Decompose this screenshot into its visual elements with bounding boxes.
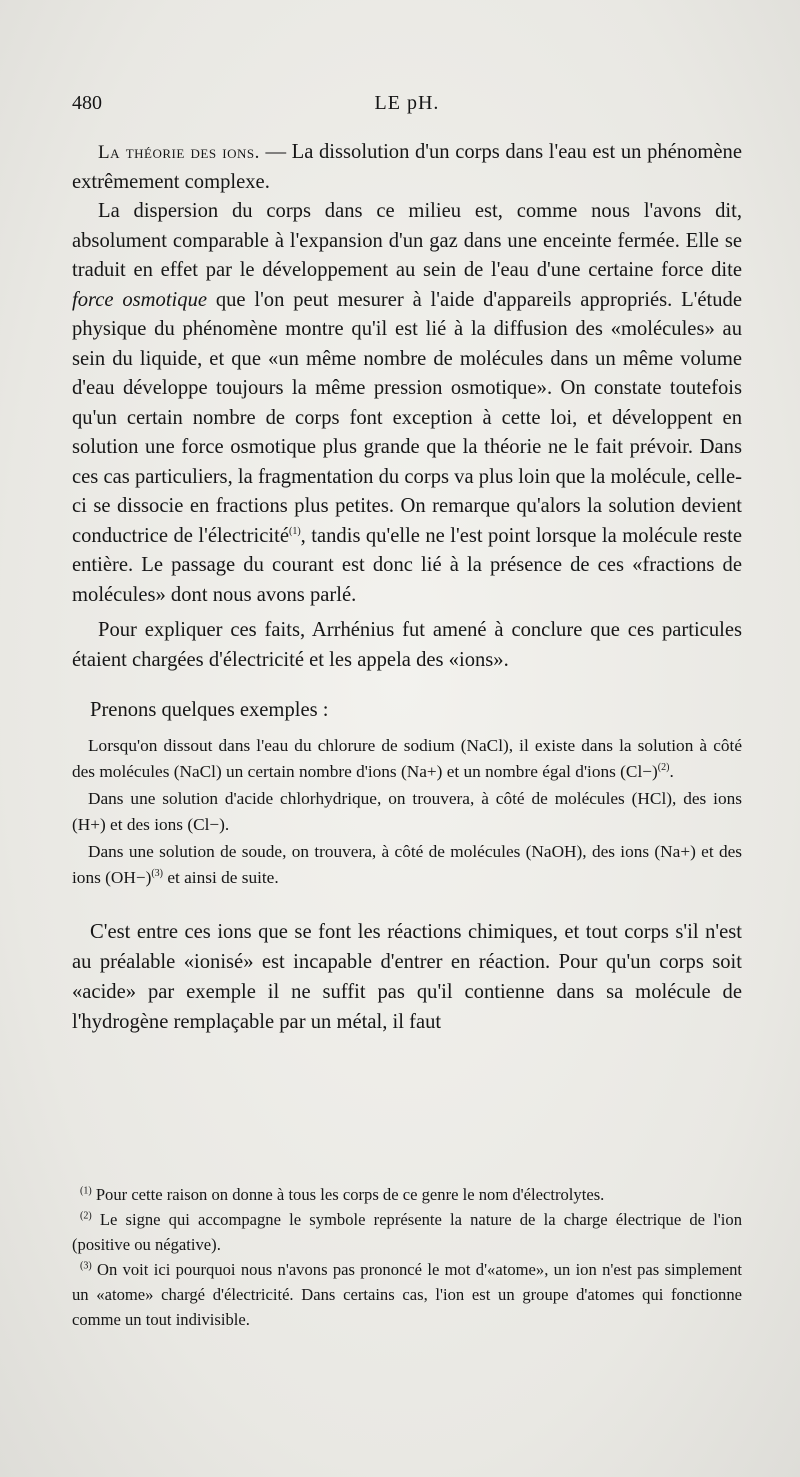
- section-heading: La théorie des ions.: [98, 142, 260, 163]
- footnote-ref: (3): [151, 868, 164, 880]
- example-naoh: [72, 839, 742, 892]
- examples-intro: Prenons quelques exemples :: [90, 699, 329, 721]
- footnote-mark: (2): [80, 1210, 92, 1222]
- example-text: Dans une solution de soude, on trouvera, à côté de molécules (NaOH), des ions (Na+) et des ions (OH−): [72, 841, 742, 888]
- example-text: Lorsqu'on dissout dans l'eau du chlorure de sodium (NaCl), il existe dans la solution à côté des molécules (NaCl) un certain nombre d'ions (Na+) et un nombre égal d'ions (Cl−): [72, 736, 742, 782]
- main-text: [72, 138, 742, 1037]
- paragraph-text: , tandis qu'elle ne l'est point lorsque la molécule reste entière. Le passage du courant est donc lié à la présence de ces «fractions de molécules» dont nous avons parlé.: [72, 524, 743, 606]
- heading-separator: —: [259, 141, 292, 163]
- page-header: [72, 92, 742, 122]
- paragraph-ions-reactions: C'est entre ces ions que se font les réactions chimiques, et tout corps s'il n'est au préalable «ionisé» est incapable d'entrer en réaction. Pour qu'un corps soit «acide» par exemple il ne suffit pas qu'il contienne dans sa molécule de l'hydrogène remplaçable par un métal, il faut: [72, 921, 742, 1034]
- example-end: .: [669, 762, 674, 782]
- footnote-ref: (1): [289, 525, 301, 537]
- footnote-mark: (3): [80, 1260, 92, 1272]
- footnote-mark: (1): [80, 1185, 92, 1197]
- footnote-1: [72, 1182, 742, 1207]
- paragraph-osmotic-force: [72, 197, 742, 610]
- example-hcl: Dans une solution d'acide chlorhydrique, on trouvera, à côté de molécules (HCl), des ions (H+) et des ions (Cl−).: [72, 788, 742, 835]
- section-intro-paragraph: [72, 138, 742, 197]
- paragraph-arrhenius: Pour expliquer ces faits, Arrhénius fut amené à conclure que ces particules étaient chargées d'électricité et les appela des «ions».: [72, 619, 742, 671]
- footnote-text: Le signe qui accompagne le symbole représente la nature de la charge électrique de l'ion (positive ou négative).: [72, 1210, 742, 1254]
- footnote-2: [72, 1207, 742, 1257]
- italic-term: force osmotique: [72, 288, 208, 311]
- example-end: et ainsi de suite.: [163, 868, 279, 888]
- paragraph-text: La dispersion du corps dans ce milieu est, comme nous l'avons dit, absolument comparable à l'expansion d'un gaz dans une enceinte fermée. Elle se traduit en effet par le développement au sein de l'eau d'une certaine force dite: [72, 200, 742, 281]
- footnote-ref: (2): [657, 762, 670, 774]
- footnote-text: Pour cette raison on donne à tous les corps de ce genre le nom d'électrolytes.: [91, 1185, 605, 1204]
- footnotes: [72, 1182, 742, 1332]
- footnote-text: On voit ici pourquoi nous n'avons pas prononcé le mot d'«atome», un ion n'est pas simplement un «atome» chargé d'électricité. Dans certains cas, l'ion est un groupe d'atomes qui fonctionne comme un tout indivisible.: [72, 1260, 742, 1329]
- page-number: 480: [72, 92, 102, 114]
- running-title: LE pH.: [374, 92, 440, 114]
- paragraph-text: que l'on peut mesurer à l'aide d'appareils appropriés. L'étude physique du phénomène montre qu'il est lié à la diffusion des «molécules» au sein du liquide, et que «un même nombre de molécules dans un même volume d'eau développe toujours la même pression osmotique». On constate toutefois qu'un certain nombre de corps font exception à cette loi, et développent en solution une force osmotique plus grande que la théorie ne le fait prévoir. Dans ces cas particuliers, la fragmentation du corps va plus loin que la molécule, celle-ci se dissocie en fractions plus petites. On remarque qu'alors la solution devient conductrice de l'électricité: [72, 288, 742, 547]
- section-intro-text: La dissolution d'un corps dans l'eau est un phénomène extrêmement complexe.: [72, 141, 742, 193]
- footnote-3: [72, 1257, 742, 1332]
- example-nacl: [72, 733, 742, 786]
